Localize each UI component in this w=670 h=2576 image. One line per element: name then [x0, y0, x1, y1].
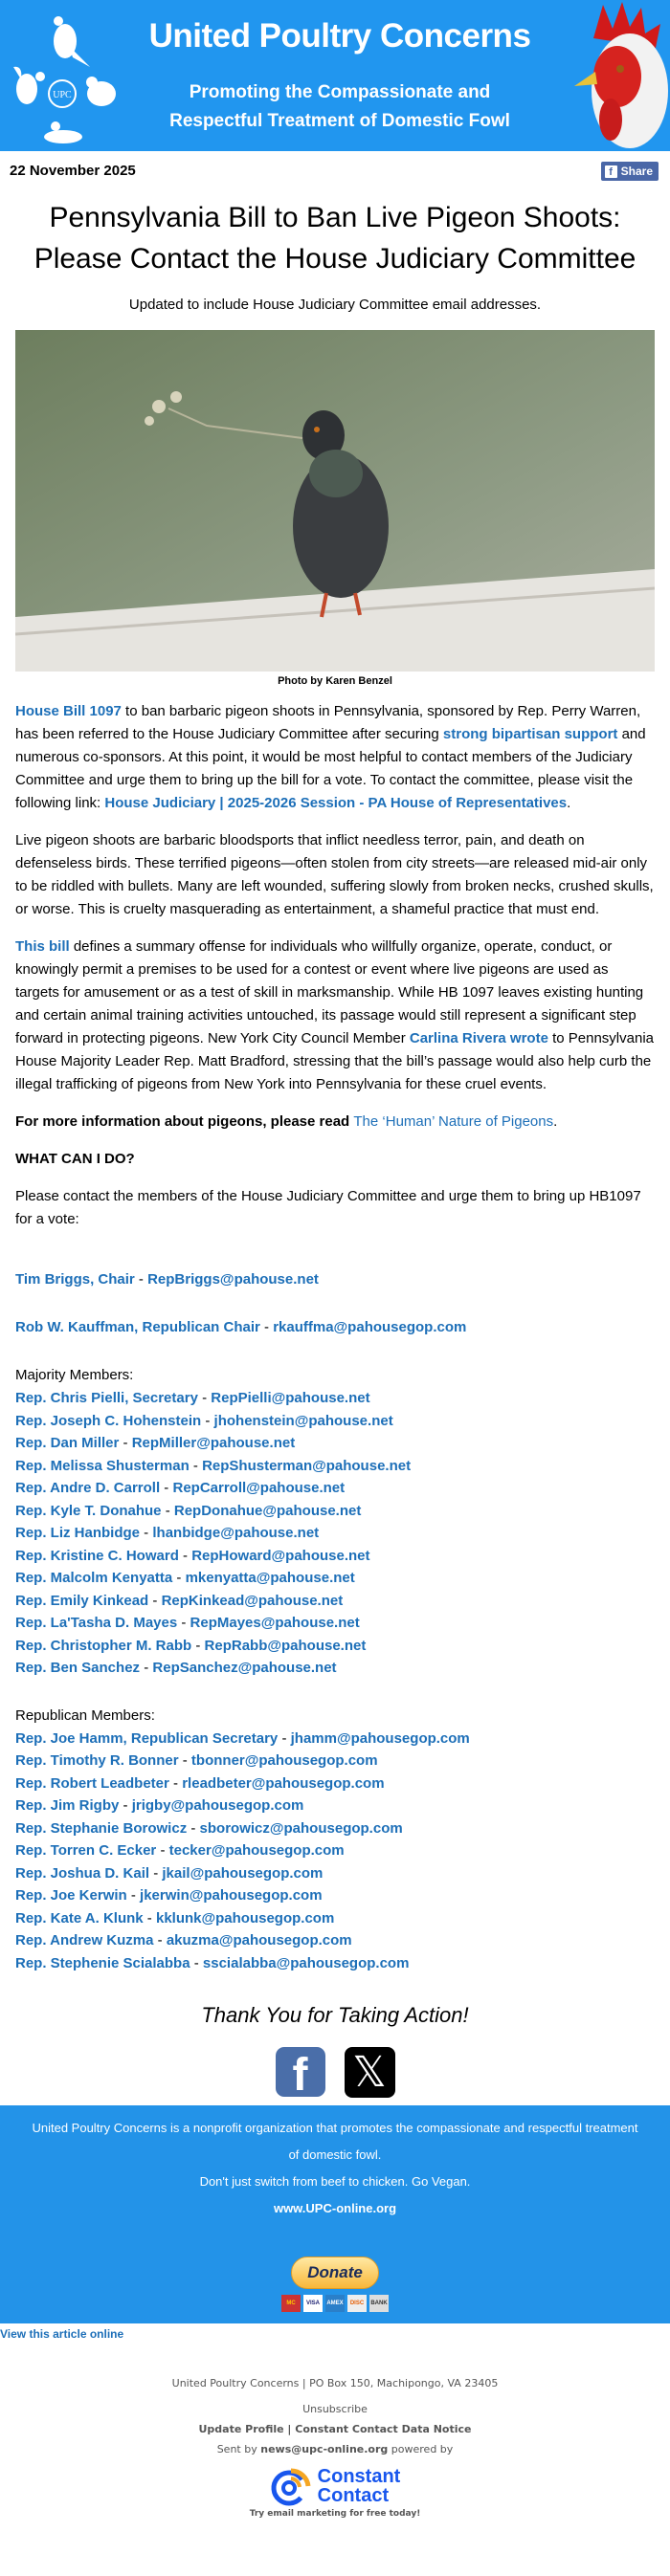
website-link[interactable]: www.UPC-online.org	[273, 2201, 397, 2215]
text: For more information about pigeons, please read	[15, 1113, 354, 1130]
mission-statement: United Poultry Concerns is a nonprofit organization that promotes the compassionate and respectful treatment of domestic fowl.	[32, 2121, 638, 2162]
tagline-line-2: Respectful Treatment of Domestic Fowl	[169, 111, 510, 131]
member-name: Rep. Kristine C. Howard	[15, 1547, 179, 1564]
separator: -	[149, 1864, 163, 1882]
majority-members-label: Majority Members:	[15, 1367, 134, 1383]
facebook-icon: f	[605, 165, 617, 178]
logo-text: UPC	[53, 90, 72, 100]
member-row[interactable]	[15, 1522, 655, 1545]
text: to ban barbaric pigeon shoots in Pennsylvania, sponsored by Rep. Perry Warren, has been referred to the House Judiciary Committee after securing	[15, 703, 641, 742]
discover-icon: DISC	[347, 2295, 367, 2312]
paragraph-call-to-action: Please contact the members of the House Judiciary Committee and urge them to bring up HB1097 for a vote:	[15, 1188, 641, 1227]
separator: -	[140, 1525, 153, 1541]
unsubscribe-link[interactable]: Unsubscribe	[302, 2403, 368, 2415]
member-name: Rep. Joseph C. Hohenstein	[15, 1412, 202, 1429]
separator: -	[140, 1660, 153, 1676]
separator: -	[160, 1480, 173, 1496]
profile-links	[0, 2423, 670, 2435]
text: defines a summary offense for individuals who willfully organize, operate, conduct, or knowingly permit a premises to be used for a contest or event where live pigeons are used as targets for amusement or as a test of skill in marksmanship. While HB 1097 leaves existing hunting and certain animal training activities untouched, its passage would still represent a significant step forward in protecting pigeons. New York City Council Member	[15, 938, 644, 1046]
member-email[interactable]: mkenyatta@pahouse.net	[185, 1570, 355, 1586]
member-row[interactable]	[15, 1590, 655, 1613]
sender-email: news@upc-online.org	[260, 2443, 389, 2455]
member-row[interactable]	[15, 1545, 655, 1568]
member-row[interactable]	[15, 1929, 655, 1952]
member-name: Rep. Timothy R. Bonner	[15, 1752, 179, 1769]
separator: -	[143, 1909, 156, 1926]
member-row[interactable]	[15, 1772, 655, 1795]
amex-icon: AMEX	[325, 2295, 345, 2312]
separator: -	[161, 1502, 174, 1519]
member-email[interactable]: RepShusterman@pahouse.net	[202, 1457, 412, 1474]
x-twitter-icon[interactable]: 𝕏	[345, 2047, 395, 2098]
republican-chair-contact[interactable]	[15, 1316, 655, 1339]
member-name: Rep. Emily Kinkead	[15, 1592, 149, 1609]
human-nature-pigeons-link[interactable]: The ‘Human’ Nature of Pigeons	[353, 1113, 554, 1130]
bipartisan-support-link[interactable]: strong bipartisan support	[442, 726, 618, 742]
member-email[interactable]: tbonner@pahousegop.com	[190, 1752, 378, 1769]
member-row[interactable]	[15, 1410, 655, 1433]
logo-word-1: Constant	[317, 2466, 401, 2487]
member-row[interactable]	[15, 1567, 655, 1590]
member-email[interactable]: sborowicz@pahousegop.com	[199, 1819, 403, 1837]
payment-cards	[29, 2295, 641, 2312]
bank-icon: BANK	[369, 2295, 389, 2312]
member-name: Rep. Joe Kerwin	[15, 1887, 127, 1904]
member-email[interactable]: RepDonahue@pahouse.net	[173, 1502, 362, 1519]
member-name: Rep. Andre D. Carroll	[15, 1480, 161, 1496]
paragraph-bill	[15, 936, 655, 1096]
member-row[interactable]	[15, 1952, 655, 1975]
article-title: Pennsylvania Bill to Ban Live Pigeon Shoots: Please Contact the House Judiciary Committee	[34, 202, 636, 275]
member-email[interactable]: rleadbeter@pahousegop.com	[182, 1774, 385, 1792]
separator: -	[126, 1887, 141, 1904]
what-can-i-do-heading: WHAT CAN I DO?	[15, 1151, 135, 1167]
update-profile-link[interactable]: Update Profile	[198, 2423, 284, 2435]
member-name: Rep. Joe Hamm, Republican Secretary	[15, 1729, 279, 1747]
member-name: Rep. Melissa Shusterman	[15, 1457, 190, 1474]
member-name: Rep. Malcolm Kenyatta	[15, 1570, 173, 1586]
majority-members-list	[15, 1387, 655, 1680]
separator: -	[201, 1412, 214, 1429]
separator: -	[119, 1435, 132, 1451]
thank-you-message: Thank You for Taking Action!	[201, 2003, 469, 2027]
member-row[interactable]	[15, 1794, 655, 1817]
donate-button[interactable]: Donate	[291, 2257, 379, 2289]
member-row[interactable]	[15, 1862, 655, 1885]
article-body	[0, 700, 670, 1974]
member-row[interactable]	[15, 1387, 655, 1410]
house-judiciary-link[interactable]: House Judiciary | 2025-2026 Session - PA House of Representatives	[104, 795, 568, 811]
separator: -	[156, 1842, 169, 1859]
cc-tagline[interactable]: Try email marketing for free today!	[249, 2509, 421, 2519]
member-name: Rep. Andrew Kuzma	[15, 1932, 154, 1949]
member-email[interactable]: RepKinkead@pahouse.net	[161, 1592, 344, 1609]
text: .	[553, 1113, 558, 1130]
member-email[interactable]: RepHoward@pahouse.net	[191, 1547, 370, 1564]
text: powered by	[388, 2443, 454, 2455]
member-email[interactable]: jkail@pahousegop.com	[162, 1864, 324, 1882]
issue-date: 22 November 2025	[10, 163, 136, 179]
carlina-rivera-link[interactable]: Carlina Rivera wrote	[409, 1030, 548, 1046]
member-row[interactable]	[15, 1750, 655, 1772]
upc-birds-logo-icon	[6, 8, 121, 146]
member-email[interactable]: tecker@pahousegop.com	[168, 1842, 345, 1859]
member-name: Rep. La'Tasha D. Mayes	[15, 1615, 178, 1631]
member-name: Tim Briggs, Chair	[15, 1271, 135, 1288]
separator: -	[178, 1752, 191, 1769]
member-email[interactable]: RepCarroll@pahouse.net	[172, 1480, 346, 1496]
separator: -	[153, 1932, 167, 1949]
separator: -	[134, 1271, 148, 1288]
separator: -	[148, 1592, 162, 1609]
member-name: Rep. Dan Miller	[15, 1435, 120, 1451]
org-footer	[0, 2105, 670, 2323]
member-name: Rep. Christopher M. Rabb	[15, 1637, 192, 1654]
rooster-photo-icon	[574, 0, 670, 151]
member-name: Rep. Liz Hanbidge	[15, 1525, 141, 1541]
member-email[interactable]: jhohenstein@pahouse.net	[213, 1412, 393, 1429]
member-email[interactable]: RepRabb@pahouse.net	[204, 1637, 367, 1654]
member-row[interactable]	[15, 1477, 655, 1500]
postal-address: United Poultry Concerns | PO Box 150, Machipongo, VA 23405	[171, 2377, 499, 2389]
sent-by	[0, 2443, 670, 2455]
facebook-share-button[interactable]	[601, 162, 659, 181]
slogan: Don't just switch from beef to chicken. Go Vegan.	[199, 2174, 471, 2189]
paragraph-bloodsports: Live pigeon shoots are barbaric bloodsports that inflict needless terror, pain, and death on defenseless birds. These terrified pigeons—often stolen from city streets—are released mid-air only to be riddled with bullets. Many are left wounded, suffering slowly from broken necks, crushed skulls, or worse. This is cruelty masquerading as entertainment, a shameful practice that must end.	[15, 832, 654, 917]
member-row[interactable]	[15, 1728, 655, 1750]
member-email[interactable]: jrigby@pahousegop.com	[131, 1797, 304, 1814]
article-subtitle: Updated to include House Judiciary Committee email addresses.	[128, 297, 542, 313]
mastercard-icon: MC	[281, 2295, 301, 2312]
separator: -	[177, 1615, 190, 1631]
member-email[interactable]: lhanbidge@pahouse.net	[152, 1525, 320, 1541]
member-row[interactable]	[15, 1839, 655, 1862]
member-row[interactable]	[15, 1635, 655, 1658]
separator: -	[197, 1390, 212, 1406]
constant-contact-logo[interactable]	[0, 2465, 670, 2507]
member-row[interactable]	[15, 1817, 655, 1840]
this-bill-link[interactable]: This bill	[15, 938, 70, 955]
date-bar	[0, 151, 670, 189]
member-row[interactable]	[15, 1907, 655, 1930]
separator: -	[191, 1637, 205, 1654]
member-email[interactable]: RepSanchez@pahouse.net	[152, 1660, 337, 1676]
member-name: Rep. Jim Rigby	[15, 1797, 120, 1814]
text: .	[567, 795, 571, 811]
tagline-line-1: Promoting the Compassionate and	[189, 82, 491, 102]
separator: -	[190, 1954, 203, 1971]
member-email[interactable]: jkerwin@pahousegop.com	[140, 1887, 323, 1904]
republican-members-label: Republican Members:	[15, 1706, 155, 1724]
member-row[interactable]	[15, 1432, 655, 1455]
constant-contact-icon	[270, 2465, 312, 2507]
member-name: Rep. Stephenie Scialabba	[15, 1954, 190, 1971]
member-row[interactable]	[15, 1612, 655, 1635]
photo-caption: Photo by Karen Benzel	[278, 675, 392, 687]
org-tagline	[134, 78, 546, 136]
member-email[interactable]: sscialabba@pahousegop.com	[202, 1954, 410, 1971]
social-links	[0, 2047, 670, 2098]
house-bill-1097-link[interactable]: House Bill 1097	[15, 703, 122, 719]
text: and numerous co-sponsors. At this point, it would be most helpful to contact members of the Judiciary Committee and urge them to bring up the bill for a vote. To contact the committee, please visit the following link:	[15, 726, 646, 811]
member-name: Rep. Kate A. Klunk	[15, 1909, 144, 1926]
member-name: Rep. Robert Leadbeter	[15, 1774, 169, 1792]
separator: -	[259, 1319, 274, 1335]
paragraph-intro	[15, 700, 655, 815]
member-email[interactable]: RepMayes@pahouse.net	[190, 1615, 360, 1631]
member-name: Rep. Kyle T. Donahue	[15, 1502, 162, 1519]
separator: -	[172, 1570, 186, 1586]
pigeon-photo	[15, 330, 655, 672]
separator: -	[178, 1547, 192, 1564]
separator: -	[119, 1797, 132, 1814]
paragraph-more-info	[15, 1111, 655, 1134]
member-name: Rep. Chris Pielli, Secretary	[15, 1390, 198, 1406]
member-row[interactable]	[15, 1657, 655, 1680]
text: to Pennsylvania House Majority Leader Rep. Matt Bradford, stressing that the bill’s passage would also help curb the illegal trafficking of pigeons from New York into Pennsylvania for these cruel events.	[15, 1030, 654, 1092]
view-online-link[interactable]: View this article online	[0, 2327, 124, 2341]
member-row[interactable]	[15, 1884, 655, 1907]
member-name: Rep. Torren C. Ecker	[15, 1842, 157, 1859]
member-email[interactable]: jhamm@pahousegop.com	[290, 1729, 470, 1747]
separator: |	[283, 2423, 296, 2435]
member-name: Rep. Stephanie Borowicz	[15, 1819, 188, 1837]
member-name: Rob W. Kauffman, Republican Chair	[15, 1319, 260, 1335]
org-name: United Poultry Concerns	[148, 17, 531, 55]
separator: -	[168, 1774, 183, 1792]
share-label: Share	[620, 165, 653, 178]
separator: -	[189, 1457, 203, 1474]
member-row[interactable]	[15, 1500, 655, 1523]
text: Sent by	[216, 2443, 261, 2455]
separator: -	[187, 1819, 200, 1837]
member-email[interactable]: RepBriggs@pahouse.net	[147, 1271, 319, 1288]
chair-contact[interactable]	[15, 1268, 655, 1291]
facebook-icon[interactable]: f	[276, 2047, 325, 2097]
member-email[interactable]: rkauffma@pahousegop.com	[273, 1319, 467, 1335]
constant-contact-footer	[0, 2377, 670, 2519]
member-email[interactable]: RepPielli@pahouse.net	[211, 1390, 370, 1406]
logo-word-2: Contact	[317, 2485, 390, 2506]
republican-members-list	[15, 1728, 655, 1975]
member-name: Rep. Ben Sanchez	[15, 1660, 141, 1676]
member-email[interactable]: RepMiller@pahouse.net	[131, 1435, 296, 1451]
header-banner	[0, 0, 670, 151]
member-email[interactable]: akuzma@pahousegop.com	[166, 1932, 352, 1949]
member-name: Rep. Joshua D. Kail	[15, 1864, 150, 1882]
member-row[interactable]	[15, 1455, 655, 1478]
visa-icon: VISA	[303, 2295, 323, 2312]
member-email[interactable]: kklunk@pahousegop.com	[155, 1909, 335, 1926]
separator: -	[278, 1729, 291, 1747]
data-notice-link[interactable]: Constant Contact Data Notice	[295, 2423, 472, 2435]
